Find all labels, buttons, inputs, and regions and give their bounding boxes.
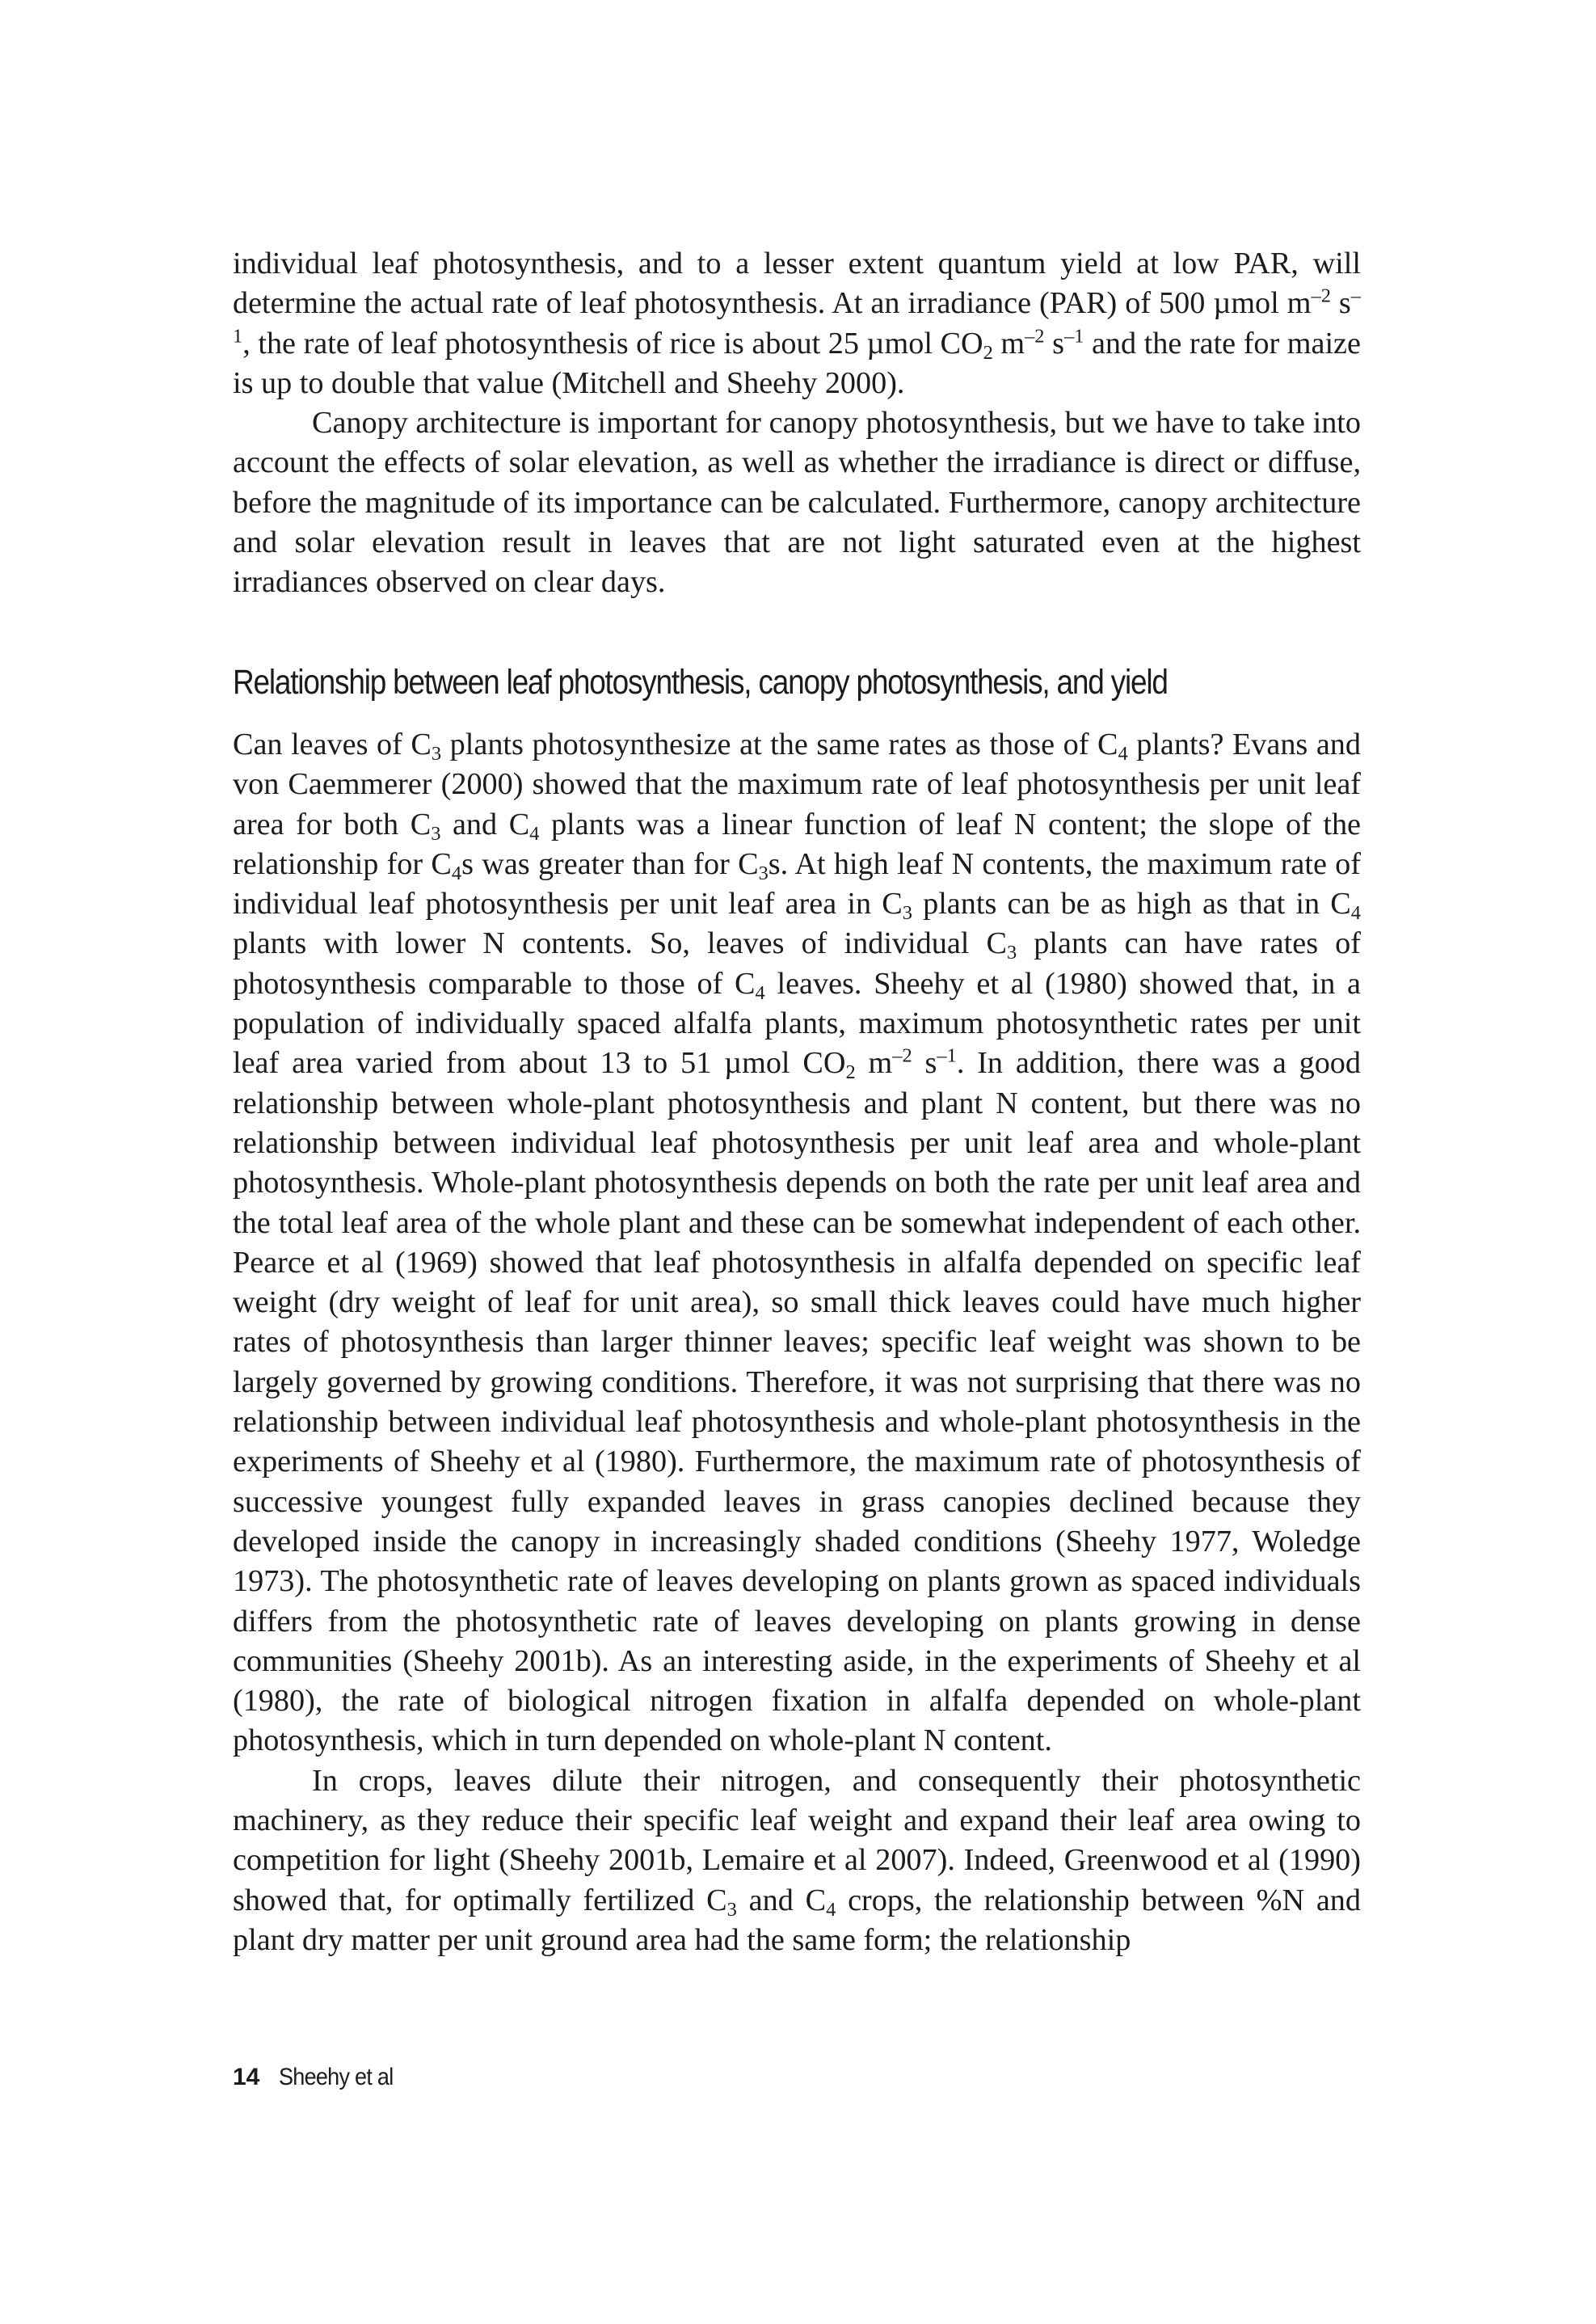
running-head: Sheehy et al — [279, 2064, 394, 2090]
section-heading: Relationship between leaf photosynthesis, canopy photosynthesis, and yield — [233, 663, 1168, 702]
paragraph-4: In crops, leaves dilute their nitrogen, and consequently their photosynthetic machinery, as they reduce their specific leaf weight and expand their leaf area owing to competition for light (Sheehy 2001b, Lemaire et al 2007). Indeed, Greenwood et al (1990) showed that, for optimally fertilized $C_3$ and $C_4$ crops, the relationship between %N and plant dry matter per unit ground area had the same form; the relationship — [233, 1763, 1361, 1957]
body-text-top — [233, 244, 1361, 603]
paragraph-3: Can leaves of $C_3$ plants photosynthesize at the same rates as those of $C_4$ plants? Evans and von Caemmerer (2000) showed that the maximum rate of leaf photosynthesis per unit leaf area for both $C_3$ and $C_4$ plants was a linear function of leaf N content; the slope of the relationship for $C_4s$ was greater than for $C_3s$. At high leaf N contents, the maximum rate of individual leaf photosynthesis per unit leaf area in $C_3$ plants can be as high as that in $C_4$ plants with lower N contents. So, leaves of individual $C_3$ plants can have rates of photosynthesis comparable to those of $C_4$ leaves. Sheehy et al (1980) showed that, in a population of individually spaced alfalfa plants, maximum photosynthetic rates per unit leaf area varied from about 13 to 51 µmol $CO_2$ $m^{-2}$ $s^{-1}$. In addition, there was a good relationship between whole-plant photosynthesis and plant N content, but there was no relationship between individual leaf photosynthesis per unit leaf area and whole-plant photosynthesis. Whole-plant photosynthesis depends on both the rate per unit leaf area and the total leaf area of the whole plant and these can be somewhat independent of each other. Pearce et al (1969) showed that leaf photosynthesis in alfalfa depended on specific leaf weight (dry weight of leaf for unit area), so small thick leaves could have much higher rates of photosynthesis than larger thinner leaves; specific leaf weight was shown to be largely governed by growing conditions. Therefore, it was not surprising that there was no relationship between individual leaf photosynthesis and whole-plant photosynthesis in the experiments of Sheehy et al (1980). Furthermore, the maximum rate of photosynthesis of successive youngest fully expanded leaves in grass canopies declined because they developed inside the canopy in increasingly shaded conditions (Sheehy 1977, Woledge 1973). The photosynthetic rate of leaves developing on plants grown as spaced individuals differs from the photosynthetic rate of leaves developing on plants growing in dense communities (Sheehy 2001b). As an interesting aside, in the experiments of Sheehy et al (1980), the rate of biological nitrogen fixation in alfalfa depended on whole-plant photosynthesis, which in turn depended on whole-plant N content. — [233, 728, 1361, 1758]
page-number: 14 — [233, 2064, 260, 2090]
page-footer — [233, 2063, 406, 2092]
paragraph-2: Canopy architecture is important for canopy photosynthesis, but we have to take into account the effects of solar elevation, as well as whether the irradiance is direct or diffuse, before the magnitude of its importance can be calculated. Furthermore, canopy architecture and solar elevation result in leaves that are not light saturated even at the highest irradiances observed on clear days. — [233, 406, 1361, 600]
body-text-main — [233, 725, 1361, 1960]
paragraph-1: individual leaf photosynthesis, and to a lesser extent quantum yield at low PAR, will determine the actual rate of leaf photosynthesis. At an irradiance (PAR) of 500 µmol $m^{-2}$ $s^{-1}$, the rate of leaf photosynthesis of rice is about 25 µmol $CO_2$ $m^{-2}$ $s^{-1}$ and the rate for maize is up to double that value (Mitchell and Sheehy 2000). — [233, 247, 1361, 400]
